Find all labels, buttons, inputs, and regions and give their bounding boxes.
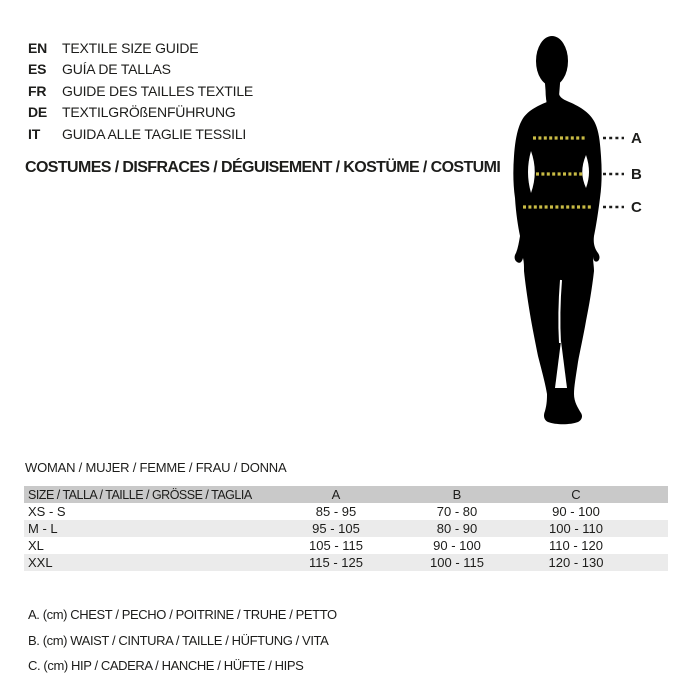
marker-letter-b: B: [631, 166, 642, 183]
woman-silhouette-figure: [490, 25, 650, 455]
language-guide-list: [28, 37, 253, 145]
cell-size: XXL: [28, 555, 53, 570]
size-table-header-row: [24, 486, 668, 503]
language-label: GUÍA DE TALLAS: [62, 61, 171, 78]
language-label: TEXTILE SIZE GUIDE: [62, 39, 199, 56]
language-label: GUIDE DES TAILLES TEXTILE: [62, 82, 254, 99]
language-row-fr: [28, 80, 253, 102]
cell-c: 100 - 110: [549, 521, 603, 536]
size-table: [24, 486, 668, 571]
cell-c: 90 - 100: [552, 504, 600, 519]
cell-a: 115 - 125: [309, 555, 363, 570]
language-code: FR: [28, 82, 47, 99]
language-code: EN: [28, 39, 48, 56]
cell-a: 95 - 105: [312, 521, 360, 536]
measurement-legend: [28, 602, 337, 679]
marker-letter-a: A: [631, 130, 642, 147]
cell-b: 80 - 90: [436, 521, 478, 536]
header-cell-c: C: [571, 487, 581, 502]
category-title: COSTUMES / DISFRACES / DÉGUISEMENT / KOSTÜME / COSTUMI: [25, 159, 501, 176]
legend-row-chest: A. (cm) CHEST / PECHO / POITRINE / TRUHE / PETTO: [28, 607, 337, 623]
cell-b: 70 - 80: [436, 504, 478, 519]
cell-size: XL: [28, 538, 44, 553]
cell-a: 105 - 115: [309, 538, 363, 553]
cell-b: 100 - 115: [430, 555, 484, 570]
header-cell-a: A: [331, 487, 341, 502]
cell-c: 110 - 120: [549, 538, 603, 553]
language-row-de: [28, 102, 253, 124]
language-row-es: [28, 59, 253, 81]
language-row-it: [28, 123, 253, 145]
cell-a: 85 - 95: [315, 504, 357, 519]
language-label: GUIDA ALLE TAGLIE TESSILI: [62, 125, 247, 142]
header-cell-b: B: [452, 487, 462, 502]
cell-size: M - L: [28, 521, 58, 536]
language-row-en: [28, 37, 253, 59]
cell-b: 90 - 100: [433, 538, 481, 553]
legend-row-hip: C. (cm) HIP / CADERA / HANCHE / HÜFTE / HIPS: [28, 658, 304, 674]
language-label: TEXTILGRÖßENFÜHRUNG: [62, 104, 236, 121]
table-row-m-l: [24, 520, 668, 537]
header-cell-size: SIZE / TALLA / TAILLE / GRÖSSE / TAGLIA: [28, 487, 252, 502]
table-row-xl: [24, 537, 668, 554]
language-code: DE: [28, 104, 48, 121]
cell-c: 120 - 130: [548, 555, 604, 570]
table-row-xxl: [24, 554, 668, 571]
language-code: ES: [28, 61, 47, 78]
woman-silhouette-icon: [490, 25, 650, 455]
cell-size: XS - S: [28, 504, 66, 519]
marker-letter-c: C: [631, 199, 642, 216]
language-code: IT: [28, 125, 41, 142]
table-row-xs-s: [24, 503, 668, 520]
legend-row-waist: B. (cm) WAIST / CINTURA / TAILLE / HÜFTUNG / VITA: [28, 632, 329, 648]
section-title-woman: WOMAN / MUJER / FEMME / FRAU / DONNA: [25, 460, 287, 475]
